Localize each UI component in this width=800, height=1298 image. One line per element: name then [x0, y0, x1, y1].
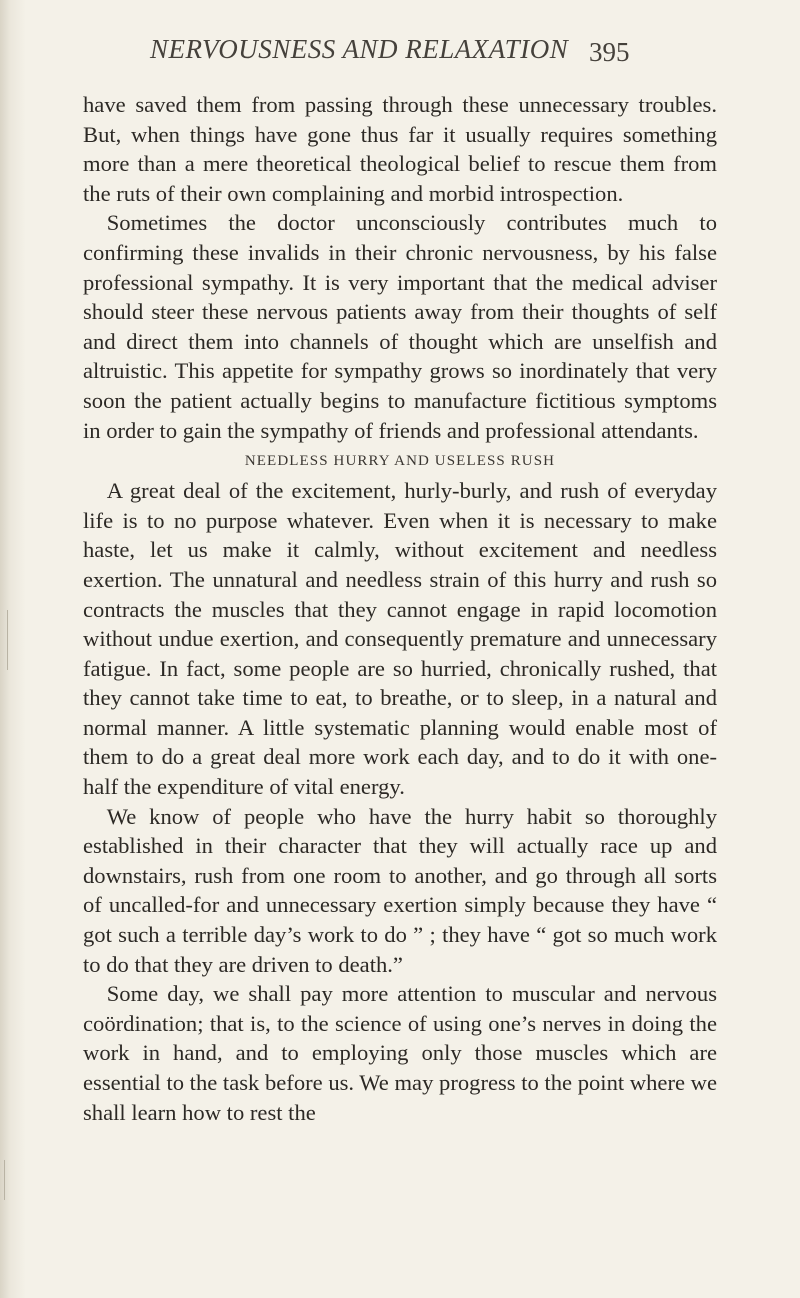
paragraph: have saved them from passing through these unnecessary troubles. But, when things have gone thus far it usually requires something more than a mere theoretical theological belief to rescue them from the ruts of their own complaining and morbid introspection. — [83, 92, 717, 206]
paragraph: Some day, we shall pay more attention to muscular and nervous coördination; that is, to the science of using one’s nerves in doing the work in hand, and to employing only those muscles which are essential to the task before us. We may progress to the point where we shall learn how to rest the — [83, 981, 717, 1125]
page-header — [0, 30, 800, 78]
section-heading: NEEDLESS HURRY AND USELESS RUSH — [244, 453, 556, 470]
binding-gutter-shadow — [0, 0, 26, 1298]
gutter-mark — [4, 1160, 5, 1200]
paragraph: We know of people who have the hurry habit so thoroughly established in their character that they will actually race up and downstairs, rush from one room to another, and go through all sorts of uncalled-for and unnecessary exertion simply because they have “ got such a terrible day’s work to do ” ; they have “ got so much work to do that they are driven to death.” — [83, 803, 717, 977]
gutter-mark — [7, 610, 8, 670]
running-head: NERVOUSNESS AND RELAXATION — [150, 34, 569, 64]
paragraph: A great deal of the excitement, hurly-burly, and rush of everyday life is to no purpose whatever. Even when it is necessary to make haste, let us make it calmly, without excitement and needless exertion. The unnatural and needless strain of this hurry and rush so contracts the muscles that they cannot engage in rapid locomotion without undue exertion, and consequently premature and unnecessary fatigue. In fact, some people are so hurried, chronically rushed, that they cannot take time to eat, to breathe, or to sleep, in a natural and normal manner. A little systematic planning would enable most of them to do a great deal more work each day, and to do it with one-half the expenditure of vital energy. — [83, 478, 717, 800]
body-text — [83, 90, 717, 1127]
page-number: 395 — [589, 37, 630, 67]
paragraph: Sometimes the doctor unconsciously contributes much to confirming these invalids in their chronic nervousness, by his false professional sympathy. It is very important that the medical adviser should steer these nervous patients away from their thoughts of self and direct them into channels of thought which are unselfish and altruistic. This appetite for sympathy grows so inordinately that very soon the patient actually begins to manufacture fictitious symptoms in order to gain the sympathy of friends and professional attendants. — [83, 210, 717, 443]
